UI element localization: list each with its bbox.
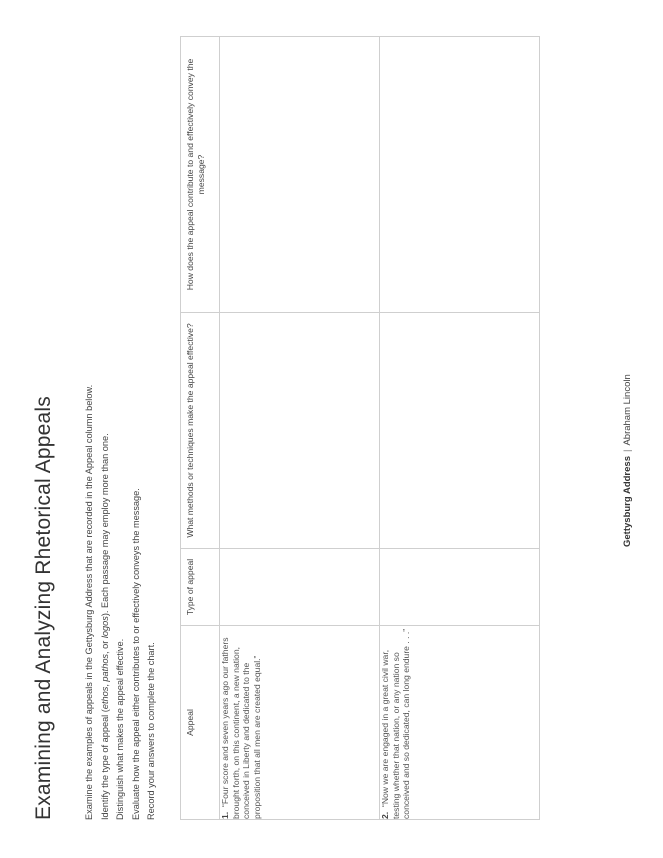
- instruction-text: , or: [99, 638, 110, 654]
- quote-text: “Now we are engaged in a great civil war, testing whether that nation, or any nation so conceived and so dedicated, can long endure . . .”: [380, 628, 412, 819]
- appeal-quote: [380, 626, 412, 819]
- footer-work-title: Gettysburg Address: [622, 456, 633, 547]
- table-row: [380, 37, 540, 820]
- appeal-cell: [220, 626, 380, 820]
- footer-author: Abraham Lincoln: [622, 374, 633, 446]
- appeal-cell: [380, 626, 540, 820]
- instruction-text: ). Each passage may employ more than one.: [99, 433, 110, 617]
- row-number: 2.: [380, 811, 390, 819]
- instruction-text: Identify the type of appeal (: [99, 709, 110, 820]
- type-answer-cell[interactable]: [220, 549, 380, 626]
- pathos-term: pathos: [99, 653, 110, 682]
- appeals-chart: [180, 36, 540, 820]
- page-title: Examining and Analyzing Rhetorical Appeals: [32, 396, 55, 820]
- quote-text: “Four score and seven years ago our fathers brought forth, on this continent, a new nation, conceived in Liberty and dedicated to the proposition that all men are created equal.”: [220, 637, 262, 819]
- page-footer: [622, 374, 633, 547]
- contribution-answer-cell[interactable]: [220, 37, 380, 313]
- header-type-of-appeal: Type of appeal: [181, 549, 220, 626]
- row-number: 1.: [220, 811, 230, 819]
- header-appeal: Appeal: [181, 626, 220, 820]
- methods-answer-cell[interactable]: [380, 313, 540, 549]
- instruction-line-5: Record your answers to complete the chart.: [146, 642, 157, 820]
- instruction-line-1: Examine the examples of appeals in the Gettysburg Address that are recorded in the Appeal column below.: [84, 384, 94, 820]
- contribution-answer-cell[interactable]: [380, 37, 540, 313]
- instructions: [82, 385, 160, 820]
- table-row: [220, 37, 380, 820]
- footer-separator: |: [622, 449, 633, 453]
- instruction-line-2: [98, 385, 114, 820]
- header-contribution: How does the appeal contribute to and effectively convey the message?: [181, 37, 220, 313]
- appeal-quote: [220, 626, 262, 819]
- header-methods: What methods or techniques make the appeal effective?: [181, 313, 220, 549]
- logos-term: logos: [99, 616, 110, 639]
- instruction-line-3: Distinguish what makes the appeal effective.: [115, 638, 126, 820]
- type-answer-cell[interactable]: [380, 549, 540, 626]
- instruction-line-4: Evaluate how the appeal either contributes to or effectively conveys the message.: [130, 488, 141, 820]
- instruction-text: ,: [99, 681, 110, 687]
- methods-answer-cell[interactable]: [220, 313, 380, 549]
- ethos-term: ethos: [99, 686, 110, 710]
